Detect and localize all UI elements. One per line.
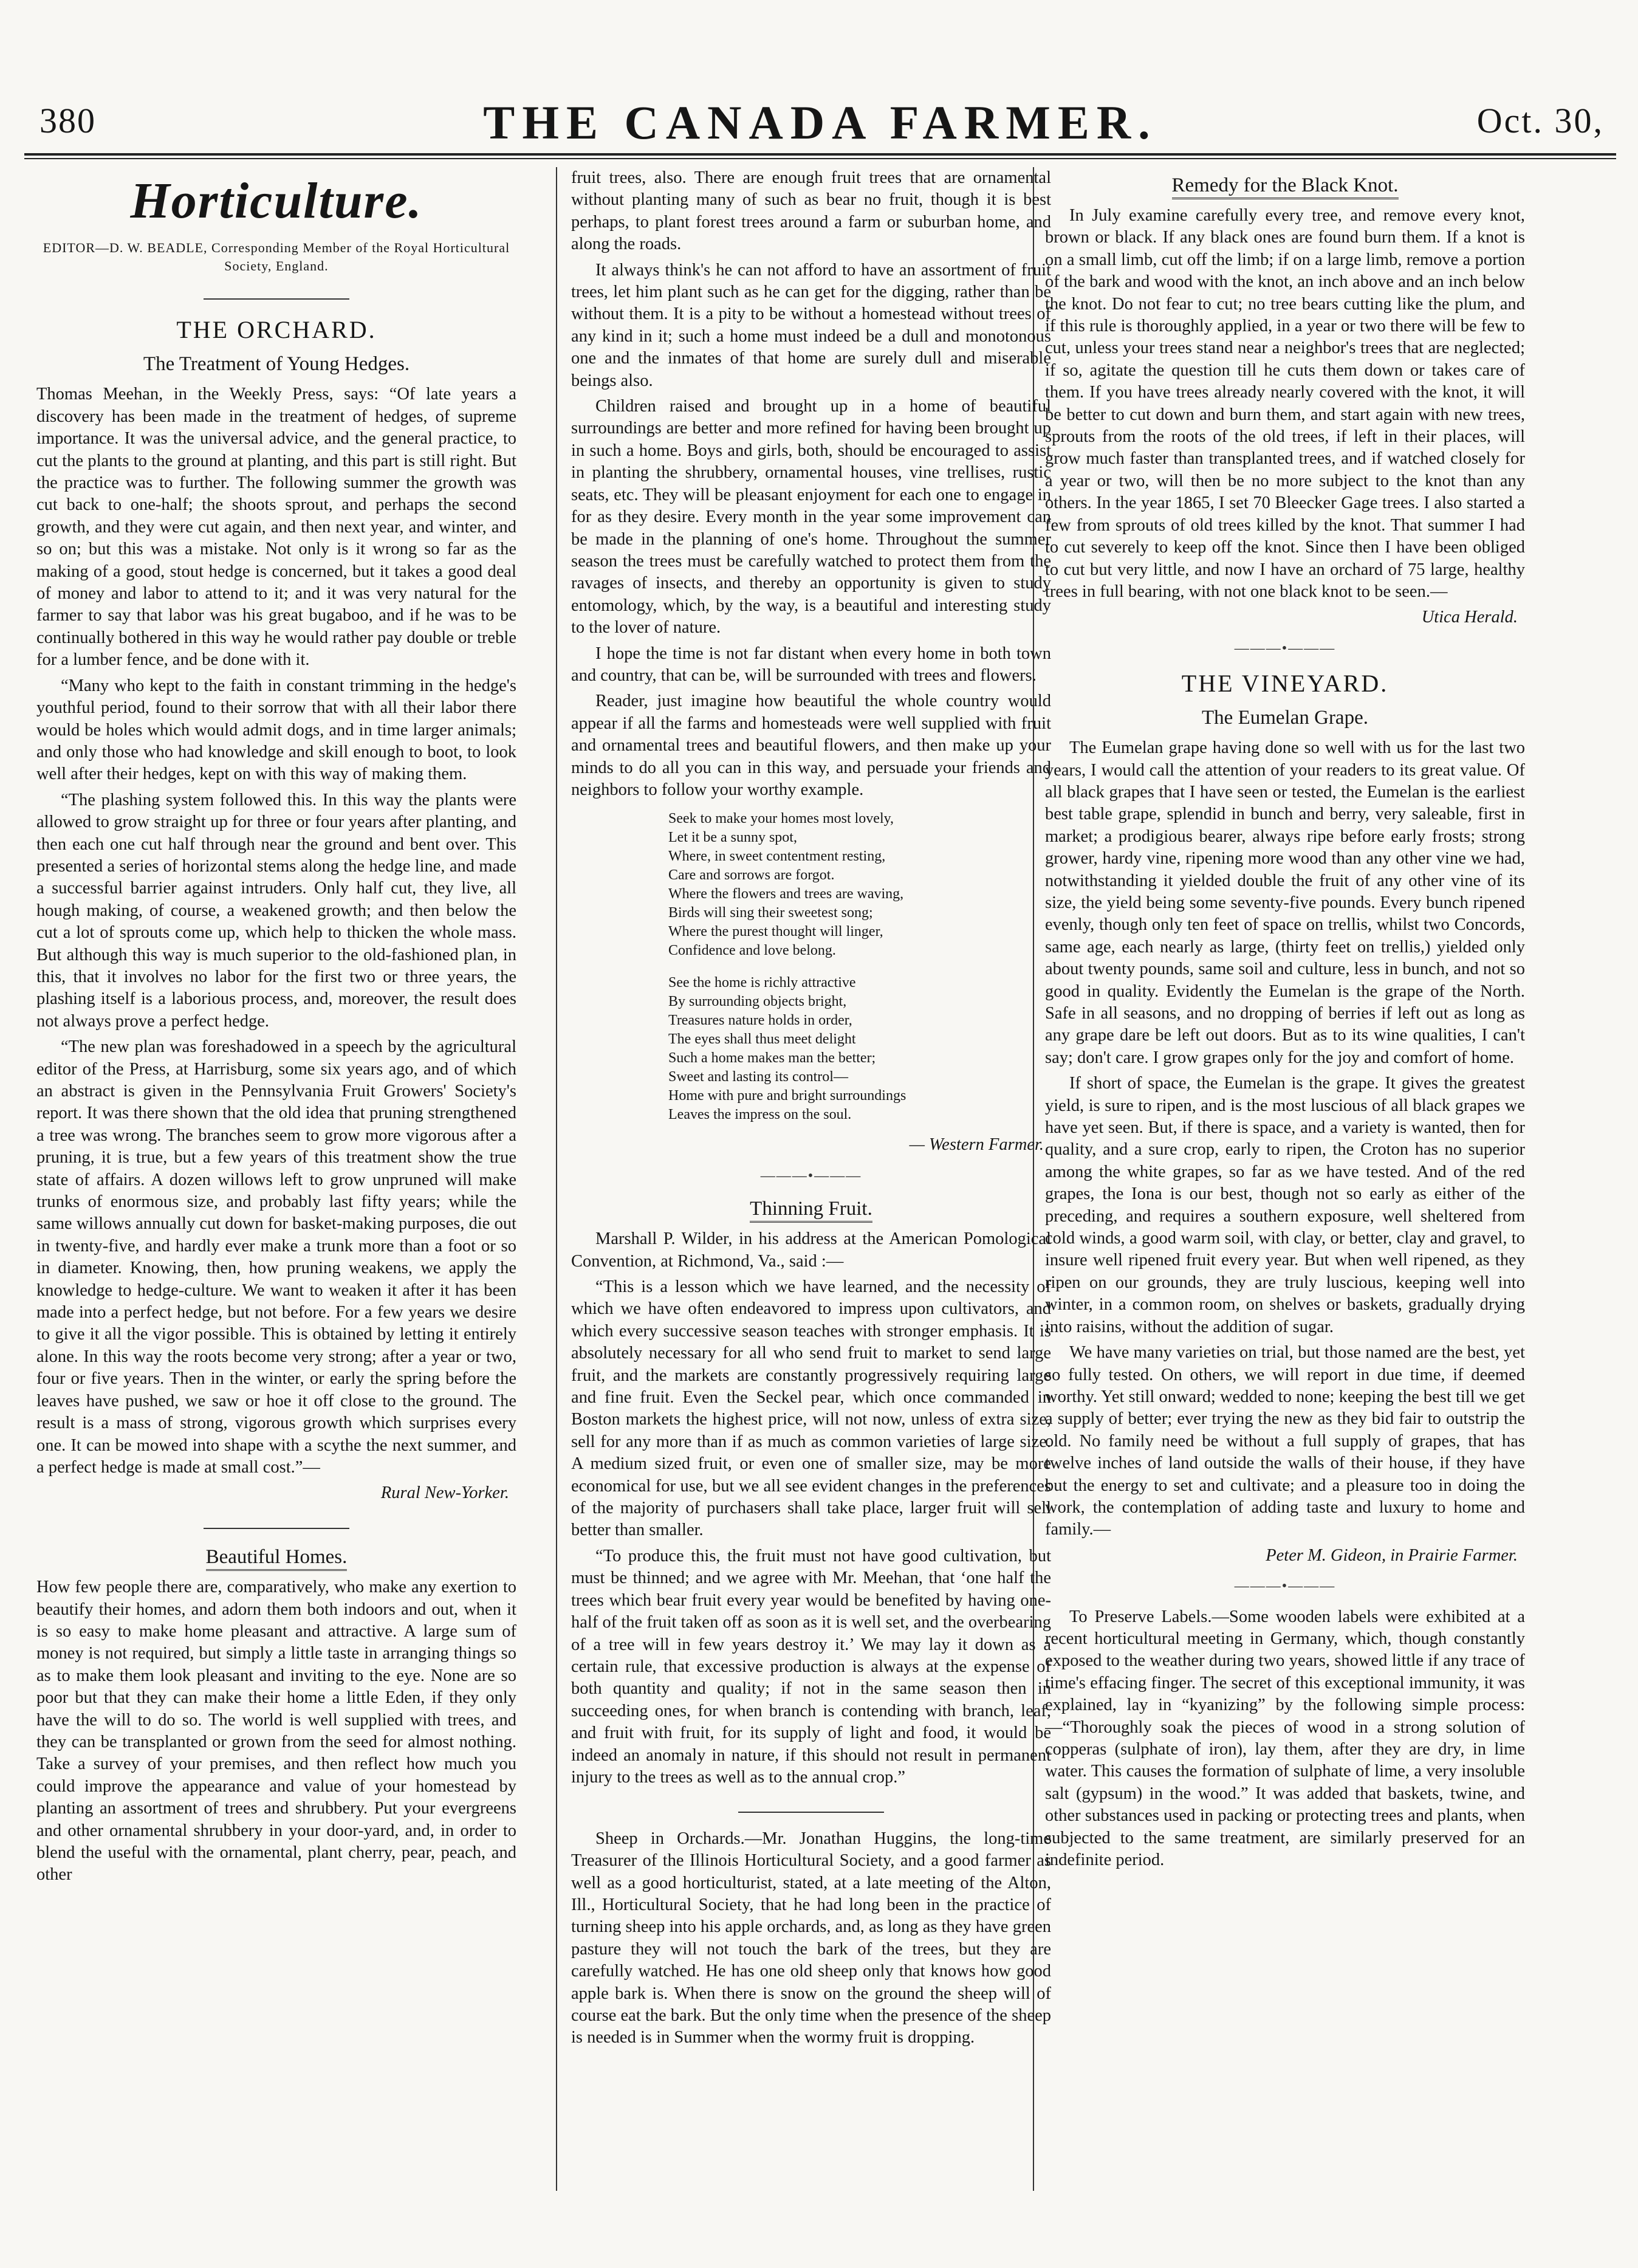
article-paragraph: We have many varieties on trial, but those named are the best, yet so fully tested. On others, we will report in due time, if deemed worthy. Yet still onward; wedded to none; keeping the best till we get a supply of better; ever trying the new as they bid fair to outstrip the old. No family need be without a full supply of grapes, that has twelve inches of land outside the walls of their house, if they have but the energy to set and cultivate; and a pleasure too in doing the work, the contemplation of adding taste and luxury to home and family.— bbox=[1045, 1343, 1525, 1539]
article-heading-eumelan: The Eumelan Grape. bbox=[1202, 707, 1368, 729]
article-paragraph: Children raised and brought up in a home of beautiful surroundings are better and more refined for having been brought up in such a home. Boys and girls, both, should be encouraged to assist in planting the shrubbery, ornamental houses, vine trellises, rustic seats, etc. They will be pleasant enjoyment for each one to engage in for as they desire. Every month in the year some improvement can be made in the planning of one's home. Throughout the summer season the trees must be carefully watched to protect them from the ravages of insects, and thereby an opportunity is given to study entomology, which, by the way, is a beautiful and interesting study to the lover of nature. bbox=[571, 397, 1051, 637]
poem-line: Where the flowers and trees are waving, bbox=[668, 886, 904, 902]
divider bbox=[36, 1513, 516, 1535]
poem-line: Let it be a sunny spot, bbox=[668, 830, 797, 846]
article-paragraph: How few people there are, comparatively, who make any exertion to beautify their homes, and adorn them both indoors and out, when it is so easy to make home pleasant and attractive. A large sum of money is not required, but simply a little taste in arranging things so as to make them look pleasant and inviting to the eye. None are so poor but that they can make their home a little Eden, if they only have the will to do so. The world is well supplied with trees, and they can be transplanted or grown from the seed for almost nothing. Take a survey of your premises, and then reflect how much you could improve the appearance and value of your homestead by planting an assortment of trees and shrubbery. Put your evergreens and other ornamental shrubbery in your door-yard, and, in order to blend the useful with the ornamental, plant cherry, pear, peach, and other bbox=[36, 1578, 516, 1885]
poem-line: Where the purest thought will linger, bbox=[668, 924, 883, 940]
divider bbox=[36, 284, 516, 306]
poem-line: The eyes shall thus meet delight bbox=[668, 1031, 856, 1048]
article-paragraph: Marshall P. Wilder, in his address at the American Pomological Convention, at Richmond, Va., said :— bbox=[571, 1229, 1051, 1271]
article-paragraph: The Eumelan grape having done so well with us for the last two years, I would call the attention of your readers to its great value. Of all black grapes that I have seen or tested, the Eumelan is the earliest best table grape, splendid in bunch and berry, very saleable, first in market; a prodigious bearer, always ripe before early frosts; strong grower, hardy vine, ripening more wood than any other vine we had, notwithstanding it yielded double the fruit of any other vine of its size, the yield being some seventy-five pounds. Every bunch ripened evenly, though only ten feet of space on trellis, whilst two Concords, same age, each nearly as large, (thirty feet on trellis,) yielded only about twenty pounds, same soil and culture, less in bunch, and not so good in quality. Evidently the Eumelan is the grape of the North. Safe in all seasons, and no dropping of berries if left out as long as any grape dare be left out doors. But as to its wine qualities, I can't say; don't care. I grow grapes only for the joy and comfort of home. bbox=[1045, 738, 1525, 1067]
article-paragraph: “The plashing system followed this. In this way the plants were allowed to grow straight up for three or four years after planting, and then each one cut half through near the ground and bent over. This presented a series of horizontal stems along the hedge line, and made a successful barrier against intruders. Only half cut, they live, all hough making, of course, a weakened growth; and then below the cut a lot of sprouts come up, which help to thicken the whole mass. But although this way is much superior to the old-fashioned plan, in this, that it involves no labor for the first two or three years, the plashing itself is a laborious process, and, moreover, the result does not always prove a perfect hedge. bbox=[36, 790, 516, 1031]
article-paragraph: I hope the time is not far distant when every home in both town and country, that can be, will be surrounded with trees and flowers. bbox=[571, 644, 1051, 685]
poem-line: Care and sorrows are forgot. bbox=[668, 867, 835, 884]
article-source: Utica Herald. bbox=[1421, 608, 1518, 627]
poem-line: Confidence and love belong. bbox=[668, 943, 836, 959]
poem-line: Birds will sing their sweetest song; bbox=[668, 905, 873, 921]
article-paragraph: In July examine carefully every tree, and remove every knot, brown or black. If any black ones are found burn them. If a knot is on a small limb, cut off the limb; if on a large limb, remove a portion of the bark and wood with the knot, an inch above and an inch below the knot. Do not fear to cut; no tree bears cutting like the plum, and if this rule is thoroughly applied, in a year or two there will be few to cut, unless your trees stand near a neighbor's trees that are neglected; if so, agitate the question till he cuts them down or takes care of them. If you have trees already nearly covered with the knot, it will be better to cut down and burn them, and start again with new trees, sprouts from the roots of the old trees, if left in their places, will grow much faster than transplanted trees, and if watched closely for a year or two, will then be no more subject to the knot than any others. In the year 1865, I set 70 Bleecker Gage trees. I also started a few from sprouts of old trees killed by the knot. That summer I had to cut severely to keep off the knot. Since then I have been obliged to cut but very little, and now I have an orchard of 75 large, healthy trees in full bearing, with not one black knot to be seen.— bbox=[1045, 206, 1525, 601]
article-paragraph: “This is a lesson which we have learned, and the necessity of which we have often endeavored to impress upon cultivators, and which every successive season teaches with stronger emphasis. It is absolutely necessary for all who send fruit to market to send large fruit, and the markets are constantly progressively requiring large and fine fruit. Even the Seckel pear, which once commanded in Boston markets the highest price, will not now, unless of extra size, sell for any more than if as much as common varieties of large size. A medium sized fruit, or even one of smaller size, may be more economical for use, but we all see evident changes in the preferences of the majority of purchasers shall take place, larger fruit will sell better than smaller. bbox=[571, 1277, 1051, 1540]
article-paragraph: Reader, just imagine how beautiful the whole country would appear if all the farms and homesteads were well supplied with fruit and ornamental trees and beautiful flowers, and then make up your minds to do all you can in this way, and persuade your friends and neighbors to follow your worthy example. bbox=[571, 692, 1051, 799]
newspaper-title: THE CANADA FARMER. bbox=[483, 96, 1157, 149]
article-source: — Western Farmer. bbox=[909, 1135, 1044, 1155]
article-paragraph: “Many who kept to the faith in constant trimming in the hedge's youthful period, found to their sorrow that with all their labor there would be holes which would admit dogs, and in time larger animals; and only those who had knowledge and skill enough to boot, to look well after their hedges, kept on with this way of making them. bbox=[36, 676, 516, 784]
header-rule-thin bbox=[24, 158, 1616, 159]
article-paragraph: Thomas Meehan, in the Weekly Press, says: “Of late years a discovery has been made in the treatment of hedges, of supreme importance. It was the universal advice, and the general practice, to cut the plants to the ground at planting, and this part is still right. But the practice was to further. The following summer the growth was cut back to one-half; the shoots sprout, and perhaps the second growth, and they were cut again, and then next year, and winter, and so on; but this was a mistake. Not only is it wrong so far as the making of a good, stout hedge is concerned, but it takes a good deal of money and labor to attend to it; and it was very natural for the farmer to say that labor was his great bugaboo, and if he was to be continually bothered in this way he would rather pay double or treble for a lumber fence, and be done with it. bbox=[36, 385, 516, 670]
department-title: Horticulture. bbox=[130, 173, 423, 229]
article-paragraph: If short of space, the Eumelan is the grape. It gives the greatest yield, is sure to ripen, and is the most luscious of all black grapes we have yet seen. But, if there is space, and a variety is wanted, then for quality, and a sure crop, early to ripen, the Croton has no superior among the white grapes, so far as we have tested. And of the red grapes, the Iona is our best, though not so early as either of the preceding, and requires a southern exposure, well sheltered from cold winds, a good warm soil, with clay, or better, clay and gravel, to insure well ripened fruit every year. But when well ripened, as they ripen on our grounds, they are truly luscious, keeping well into winter, in a common room, on shelves or baskets, gradually drying into raisins, without the addition of sugar. bbox=[1045, 1074, 1525, 1336]
poem-line: By surrounding objects bright, bbox=[668, 994, 847, 1010]
issue-date: Oct. 30, bbox=[1476, 101, 1604, 140]
poem-line: Home with pure and bright surroundings bbox=[668, 1088, 906, 1104]
article-paragraph: fruit trees, also. There are enough fruit trees that are ornamental without planting many of such as bear no fruit, though it is best perhaps, to plant forest trees around a farm or suburban home, and along the roads. bbox=[571, 168, 1051, 254]
column-2 bbox=[571, 167, 1051, 2191]
poem-line: Seek to make your homes most lovely, bbox=[668, 811, 894, 827]
poem-line: Sweet and lasting its control— bbox=[668, 1069, 848, 1085]
article-heading-homes: Beautiful Homes. bbox=[36, 1544, 516, 1570]
poem-line: Leaves the impress on the soul. bbox=[668, 1107, 852, 1123]
article-heading-hedges: The Treatment of Young Hedges. bbox=[143, 353, 410, 376]
column-3 bbox=[1045, 167, 1525, 2191]
article-paragraph: Sheep in Orchards.—Mr. Jonathan Huggins, the long-time Treasurer of the Illinois Horticultural Society, and a good farmer as well as a good horticulturist, stated, at a late meeting of the Alton, Ill., Horticultural Society, that he had long been in the practice of turning sheep into his apple orchards, and, as long as they have green pasture they will not touch the bark of the trees, but they are carefully watched. He has one old sheep only that knows how good apple bark is. When there is snow on the ground the sheep will of course eat the bark. But the only time when the presence of the sheep is needed is in Summer when the wormy fruit is dropping. bbox=[571, 1829, 1051, 2047]
divider bbox=[571, 1797, 1051, 1819]
section-title-orchard: THE ORCHARD. bbox=[176, 316, 377, 344]
article-heading-black-knot: Remedy for the Black Knot. bbox=[1045, 172, 1525, 199]
poem-line: Where, in sweet contentment resting, bbox=[668, 848, 886, 865]
article-paragraph: “To produce this, the fruit must not have good cultivation, but must be thinned; and we agree with Mr. Meehan, that ‘one half the trees which bear fruit every year would be benefited by having one-half of the fruit taken off as soon as it is well set, and the overbearing of a tree will in few years destroy it.’ We may lay it down as a certain rule, that excessive production is always at the expense of both quantity and quality; if not in the same season then in succeeding ones, for when branch is contending with branch, leaf, and fruit with fruit, for its supply of light and food, it would be indeed an anomaly in nature, if this should not result in permanent injury to the trees as well as to the annual crop.” bbox=[571, 1546, 1051, 1787]
article-paragraph: It always think's he can not afford to have an assortment of fruit trees, let him plant such as he can get for the digging, rather than be without them. It is a pity to be without a homestead without trees of any kind in it; such a home must indeed be a dull and monotonous one and the inmates of that home are surely dull and miserable beings also. bbox=[571, 260, 1051, 390]
article-heading-thinning: Thinning Fruit. bbox=[571, 1195, 1051, 1222]
article-paragraph: “The new plan was foreshadowed in a speech by the agricultural editor of the Press, at Harrisburg, some six years ago, and of which an abstract is given in the Pennsylvania Fruit Growers' Society's report. It was there shown that the old idea that pruning strengthened a tree was wrong. The branches seem to grow more vigorous after a pruning, it is true, but a few years of this treatment show the true state of affairs. A dozen willows left to grow unpruned will make trunks of enormous size, and probably last fifty years; while the same willows annually cut down for basket-making purposes, die out in twenty-five, and hardly ever make a trunk more than a foot or so in diameter. Knowing, then, how pruning weakens, we apply the knowledge to hedge-culture. We want to weaken it after it has been made into a perfect hedge, but not before. For a few years we desire to give it all the vigor possible. This is obtained by letting it entirely alone. In this way the roots become very strong; after a year or two, four or five years. Then in the winter, or early the spring before the leaves have pushed, we saw or hoe it off close to the ground. The result is a mass of strong, vigorous growth which surprises every one. It can be mowed into shape with a scythe the next summer, and a perfect hedge is made at small cost.”— bbox=[36, 1037, 516, 1477]
poem bbox=[644, 809, 1051, 1124]
editor-line: EDITOR—D. W. BEADLE, Corresponding Member of the Royal Horticultural Society, England. bbox=[43, 240, 510, 273]
poem-line: Such a home makes man the better; bbox=[668, 1050, 876, 1067]
page-header bbox=[24, 82, 1616, 149]
poem-line: Treasures nature holds in order, bbox=[668, 1012, 852, 1029]
page-number: 380 bbox=[39, 101, 96, 140]
poem-line: See the home is richly attractive bbox=[668, 975, 856, 991]
column-1 bbox=[36, 167, 516, 2191]
article-source: Rural New-Yorker. bbox=[380, 1483, 509, 1503]
column-divider bbox=[556, 167, 557, 2191]
article-paragraph: To Preserve Labels.—Some wooden labels were exhibited at a recent horticultural meeting in Germany, which, though constantly exposed to the weather during two years, showed little if any trace of time's effacing finger. The secret of this exceptional immunity, it was explained, lay in “kyanizing” by the following simple process:—“Thoroughly soak the pieces of wood in a strong solution of copperas (sulphate of iron), lay them, after they are dry, in lime water. This causes the formation of sulphate of lime, a very insoluble salt (gypsum) in the wood.” It was added that baskets, twine, and other substances used in packing or protecting trees and plants, when subjected to the same treatment, are similarly preserved for an indefinite period. bbox=[1045, 1607, 1525, 1870]
article-source: Peter M. Gideon, in Prairie Farmer. bbox=[1266, 1545, 1518, 1565]
section-title-vineyard: THE VINEYARD. bbox=[1181, 670, 1389, 698]
ornament-divider: ———•——— bbox=[1234, 1578, 1336, 1595]
header-rule bbox=[24, 153, 1616, 156]
ornament-divider: ———•——— bbox=[1234, 640, 1336, 656]
ornament-divider: ———•——— bbox=[760, 1167, 862, 1184]
